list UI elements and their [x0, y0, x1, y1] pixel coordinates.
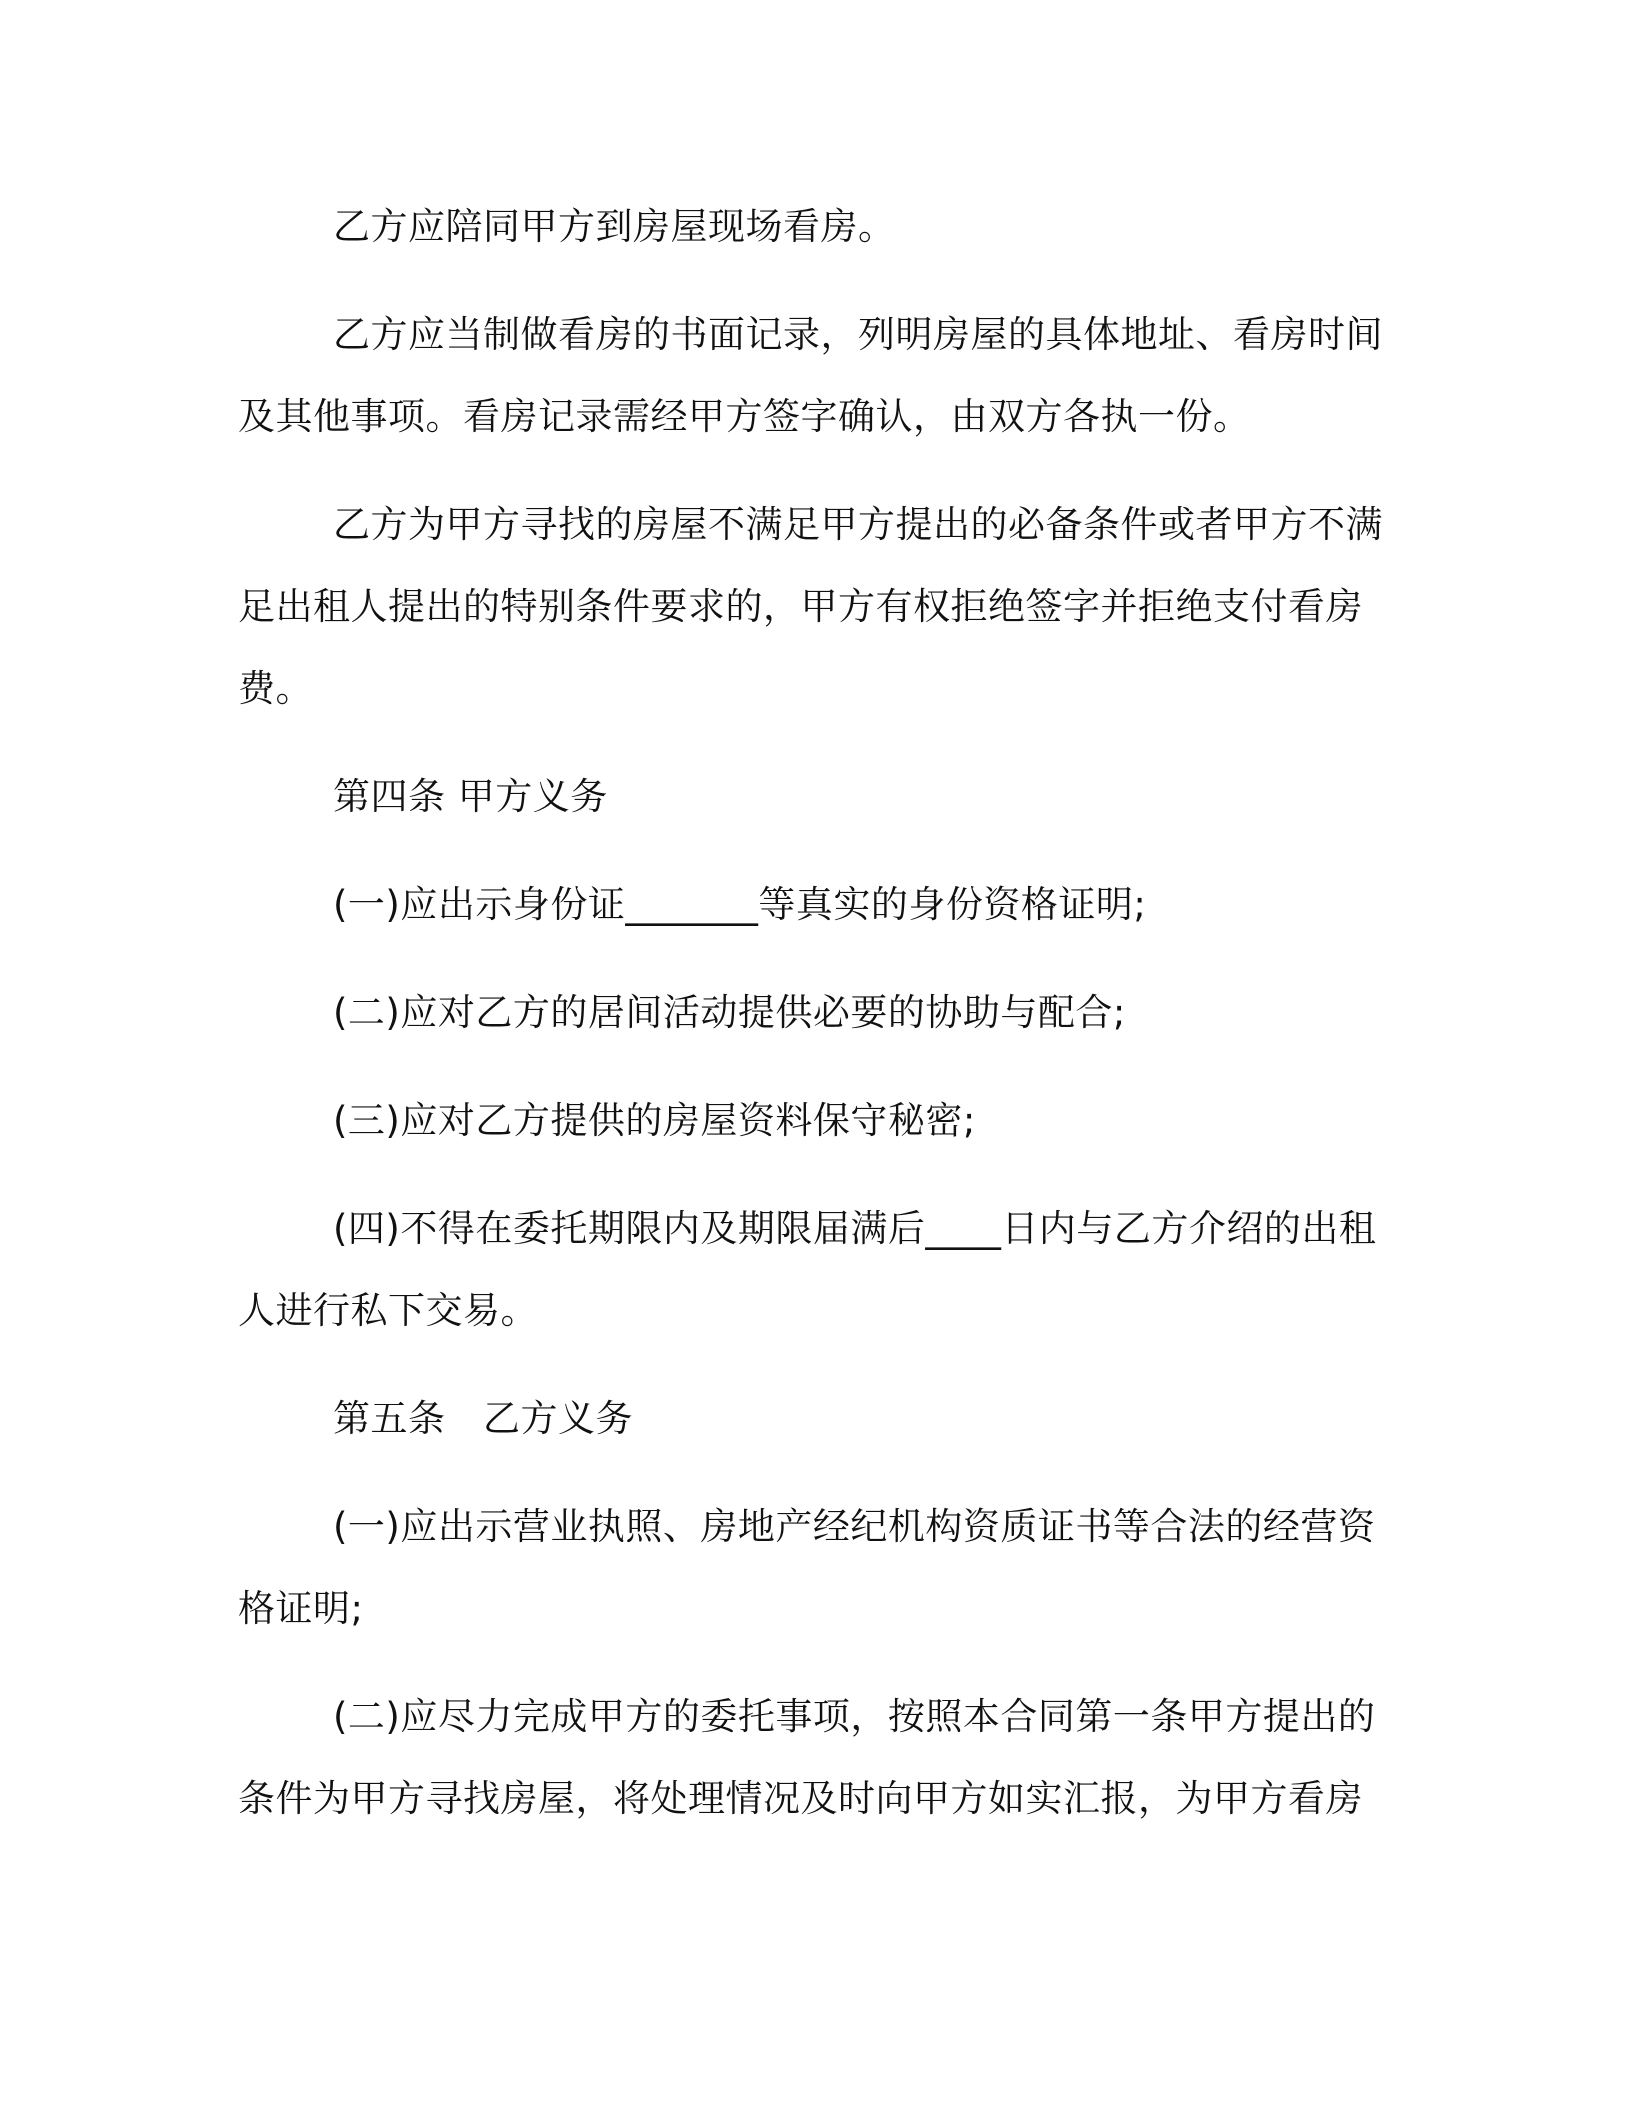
paragraph-refuse-fee: 乙方为甲方寻找的房屋不满足甲方提出的必备条件或者甲方不满足出租人提出的特别条件要求的，甲方有权拒绝签字并拒绝支付看房费。 [238, 503, 1383, 710]
paragraph-party-b-duty-2: (二)应尽力完成甲方的委托事项，按照本合同第一条甲方提出的条件为甲方寻找房屋，将处理情况及时向甲方如实汇报，为甲方看房 [238, 1695, 1376, 1820]
paragraph-accompany-viewing: 乙方应陪同甲方到房屋现场看房。 [333, 205, 896, 248]
paragraph-party-a-duty-2: (二)应对乙方的居间活动提供必要的协助与配合; [333, 991, 1126, 1034]
paragraph-party-a-duty-3: (三)应对乙方提供的房屋资料保守秘密; [333, 1099, 976, 1142]
heading-article-four: 第四条 甲方义务 [333, 775, 608, 818]
paragraph-party-b-duty-1: (一)应出示营业执照、房地产经纪机构资质证书等合法的经营资格证明; [238, 1505, 1376, 1630]
document-body [238, 186, 1388, 1840]
heading-article-five: 第五条 乙方义务 [333, 1397, 633, 1440]
paragraph-party-a-duty-4: (四)不得在委托期限内及期限届满后____日内与乙方介绍的出租人进行私下交易。 [238, 1207, 1377, 1332]
paragraph-party-a-duty-1: (一)应出示身份证_______等真实的身份资格证明; [333, 883, 1147, 926]
paragraph-viewing-record: 乙方应当制做看房的书面记录，列明房屋的具体地址、看房时间及其他事项。看房记录需经甲方签字确认，由双方各执一份。 [238, 313, 1383, 438]
